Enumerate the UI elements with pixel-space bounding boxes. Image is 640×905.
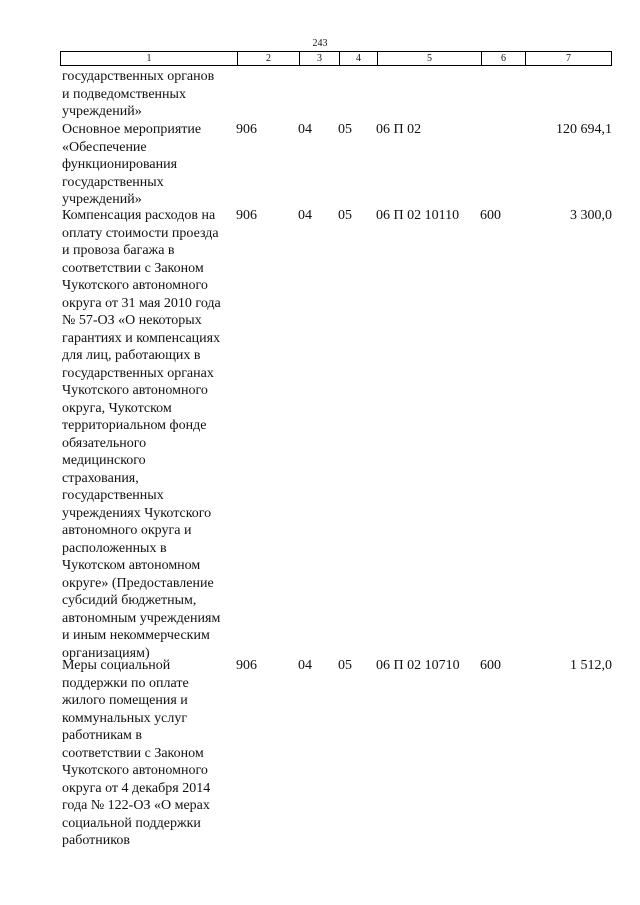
row-code-ministry: 906	[236, 122, 257, 137]
header-col-2: 2	[237, 52, 299, 65]
header-col-3: 3	[299, 52, 339, 65]
row-code-ministry: 906	[236, 208, 257, 223]
row-code-subsection: 05	[338, 208, 352, 223]
page-number: 243	[312, 38, 328, 49]
header-col-1: 1	[146, 53, 152, 64]
row-description: Основное мероприятие «Обеспечение функционирования государственных учреждений»	[62, 122, 202, 207]
row-code-expense: 600	[480, 658, 501, 673]
row-description: Компенсация расходов на оплату стоимости проезда и провоза багажа в соответствии с Законом Чукотского автономного округа от 31 мая 2010 года № 57-ОЗ «О некоторых гарантиях и компенсациях для лиц, работающих в государственных органах Чукотского автономного округа, Чукотском территориальном фонде обязательного медицинского страхования, государственных учреждениях Чукотского автономного округа и расположенных в Чукотском автономном округе» (Предоставление субсидий бюджетным, автономным учреждениям и иным некоммерческим организациям)	[62, 208, 221, 661]
header-col-6: 6	[481, 52, 525, 65]
row-code-target: 06 П 02 10110	[376, 208, 460, 223]
row-code-target: 06 П 02	[376, 122, 422, 137]
row-code-target: 06 П 02 10710	[376, 658, 460, 673]
row-amount: 3 300,0	[570, 208, 612, 223]
row-code-subsection: 05	[338, 122, 352, 137]
row-code-section: 04	[298, 122, 312, 137]
header-col-4: 4	[339, 52, 377, 65]
row-code-subsection: 05	[338, 658, 352, 673]
row-code-section: 04	[298, 658, 312, 673]
row-code-expense: 600	[480, 208, 501, 223]
row-code-section: 04	[298, 208, 312, 223]
row-amount: 1 512,0	[570, 658, 612, 673]
row-description: Меры социальной поддержки по оплате жилого помещения и коммунальных услуг работникам в соответствии с Законом Чукотского автономного округа от 4 декабря 2014 года № 122-ОЗ «О мерах социальной поддержки работников	[62, 658, 211, 848]
row-description: государственных органов и подведомственных учреждений»	[62, 69, 215, 119]
row-code-ministry: 906	[236, 658, 257, 673]
header-col-7: 7	[525, 52, 611, 65]
header-col-5: 5	[377, 52, 481, 65]
row-amount: 120 694,1	[556, 122, 612, 137]
table-header	[60, 51, 612, 66]
